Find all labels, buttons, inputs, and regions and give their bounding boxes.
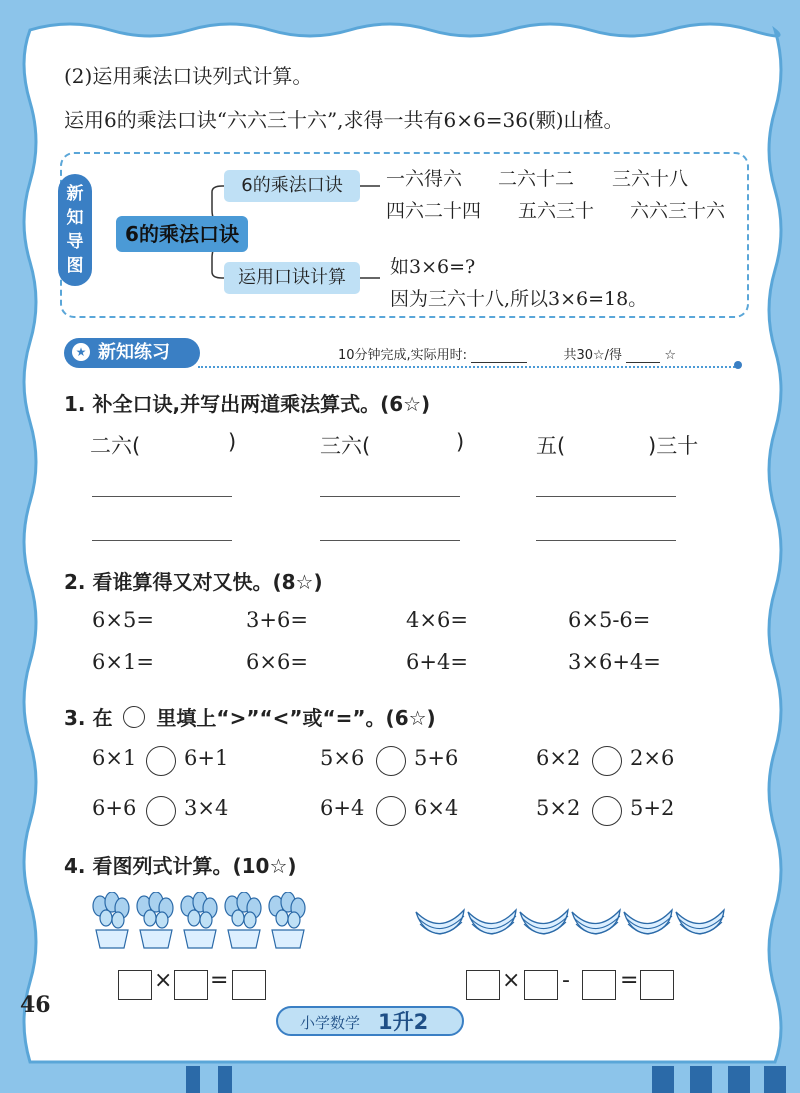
q3-title-after: 里填上“>”“<”或“=”。(6☆) [156, 706, 436, 730]
operator: × [154, 968, 173, 993]
rhyme-item: 五六三十 [518, 200, 595, 222]
q2-title: 2. 看谁算得又对又快。(8☆) [64, 570, 323, 594]
answer-line[interactable] [536, 540, 676, 541]
banana-bunches-illustration [414, 900, 734, 944]
answer-line[interactable] [536, 496, 676, 497]
answer-box[interactable] [582, 970, 616, 1000]
rhyme-item: 四六二十四 [386, 200, 482, 222]
edge-marker [728, 1066, 750, 1093]
compare-left: 6×1 [92, 746, 137, 770]
edge-marker [652, 1066, 674, 1093]
mind-map-box [60, 152, 749, 318]
edge-marker [764, 1066, 786, 1093]
edge-marker [186, 1066, 200, 1093]
compare-right: 2×6 [630, 746, 675, 770]
intro-step-text: (2)运用乘法口诀列式计算。 [64, 64, 313, 88]
operator: = [210, 968, 229, 993]
q1-item-right: )三十 [648, 434, 699, 458]
footer-grade: 1升2 [378, 1010, 429, 1034]
q4-title: 4. 看图列式计算。(10☆) [64, 854, 297, 878]
edge-marker [218, 1066, 232, 1093]
compare-circle[interactable] [376, 796, 406, 826]
answer-line[interactable] [320, 496, 460, 497]
footer-subject: 小学数学 [300, 1014, 361, 1032]
compare-left: 6×2 [536, 746, 581, 770]
q1-item-right: ) [228, 430, 237, 454]
score-suffix: ☆ [664, 348, 676, 363]
compare-circle[interactable] [376, 746, 406, 776]
rhyme-item: 二六十二 [498, 168, 575, 190]
q3-title-before: 3. 在 [64, 706, 113, 730]
compare-circle[interactable] [592, 796, 622, 826]
answer-line[interactable] [92, 540, 232, 541]
q2-expression: 6×5= [92, 608, 154, 632]
q2-expression: 3+6= [246, 608, 308, 632]
operator: = [620, 968, 639, 993]
answer-line[interactable] [92, 496, 232, 497]
page-number: 46 [20, 992, 51, 1018]
q1-title: 1. 补全口诀,并写出两道乘法算式。(6☆) [64, 392, 431, 416]
compare-left: 6+4 [320, 796, 365, 820]
compare-left: 5×6 [320, 746, 365, 770]
intro-explanation-text: 运用6的乘法口诀“六六三十六”,求得一共有6×6=36(颗)山楂。 [64, 108, 624, 132]
apply-example-answer: 因为三六十八,所以3×6=18。 [390, 288, 648, 310]
compare-circle[interactable] [146, 796, 176, 826]
edge-marker [690, 1066, 712, 1093]
answer-box[interactable] [466, 970, 500, 1000]
compare-right: 5+2 [630, 796, 675, 820]
practice-header [64, 338, 200, 368]
compare-left: 5×2 [536, 796, 581, 820]
operator: × [502, 968, 521, 993]
mind-map-branch-apply: 运用口诀计算 [224, 262, 360, 294]
page-content [40, 40, 758, 1060]
timing-info [338, 344, 676, 363]
q2-expression: 4×6= [406, 608, 468, 632]
apply-example-question: 如3×6=? [390, 256, 476, 278]
badge-char: 新 [66, 184, 84, 204]
q2-expression: 6×5-6= [568, 608, 651, 632]
practice-title: 新知练习 [98, 342, 170, 363]
badge-char: 图 [66, 256, 84, 276]
answer-box[interactable] [232, 970, 266, 1000]
score-label: 共30☆/得 [563, 348, 623, 363]
q2-expression: 6+4= [406, 650, 468, 674]
answer-box[interactable] [118, 970, 152, 1000]
compare-right: 6×4 [414, 796, 459, 820]
compare-circle[interactable] [592, 746, 622, 776]
time-blank[interactable] [471, 348, 527, 363]
q2-expression: 6×1= [92, 650, 154, 674]
answer-box[interactable] [174, 970, 208, 1000]
q2-expression: 6×6= [246, 650, 308, 674]
divider-dot [734, 361, 742, 369]
medal-icon: ★ [72, 343, 90, 361]
q1-item-right: ) [456, 430, 465, 454]
divider [198, 366, 738, 368]
q2-expression: 3×6+4= [568, 650, 661, 674]
compare-right: 6+1 [184, 746, 229, 770]
rhyme-item: 六六三十六 [630, 200, 726, 222]
flower-pots-illustration [90, 892, 320, 950]
q3-title [64, 702, 436, 731]
answer-box[interactable] [524, 970, 558, 1000]
q1-item-left: 三六( [320, 434, 371, 458]
answer-box[interactable] [640, 970, 674, 1000]
compare-right: 3×4 [184, 796, 229, 820]
q1-item-left: 五( [536, 434, 566, 458]
rhyme-item: 一六得六 [386, 168, 463, 190]
answer-line[interactable] [320, 540, 460, 541]
badge-char: 导 [66, 232, 84, 252]
compare-circle[interactable] [146, 746, 176, 776]
operator: - [562, 968, 570, 993]
compare-right: 5+6 [414, 746, 459, 770]
score-blank[interactable] [626, 348, 660, 363]
rhyme-item: 三六十八 [612, 168, 689, 190]
compare-left: 6+6 [92, 796, 137, 820]
circle-icon [123, 706, 145, 728]
badge-char: 知 [66, 208, 84, 228]
mind-map-branch-table: 6的乘法口诀 [224, 170, 360, 202]
q1-item-left: 二六( [90, 434, 141, 458]
time-label: 10分钟完成,实际用时: [338, 348, 468, 363]
mind-map-center-node: 6的乘法口诀 [116, 216, 248, 252]
